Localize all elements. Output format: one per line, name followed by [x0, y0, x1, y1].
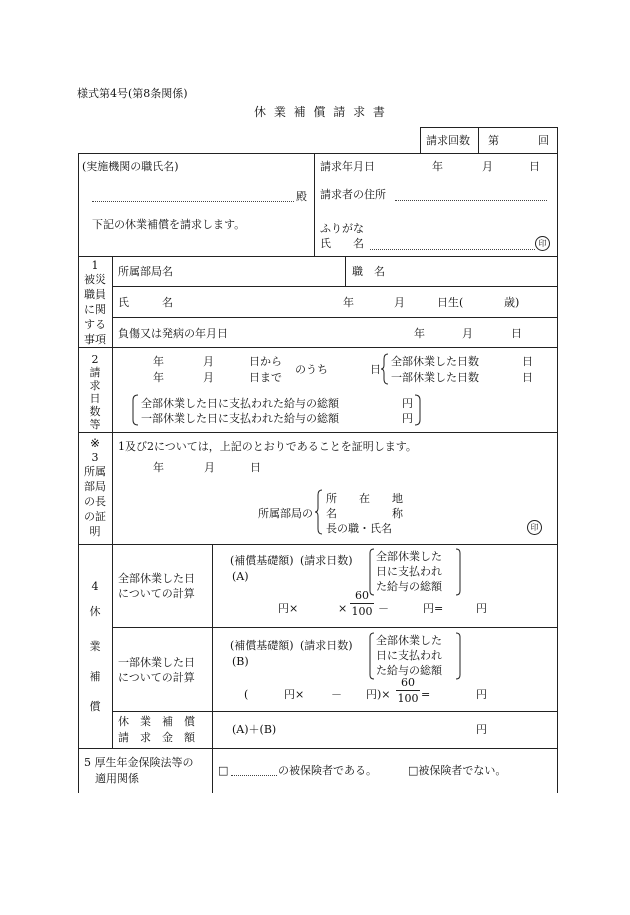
injury-year-label: 年 — [414, 327, 425, 340]
full-note-brace-left — [369, 548, 375, 596]
full-days-label: 全部休業した日数 — [391, 355, 479, 368]
post-label: 職 名 — [352, 265, 385, 278]
request-count-prefix: 第 — [488, 134, 499, 147]
injury-date-label: 負傷又は発病の年月日 — [118, 327, 228, 340]
furigana-label: ふりがな — [320, 222, 364, 235]
partial-fraction — [396, 677, 420, 704]
dept-location-label: 所 在 地 — [326, 492, 403, 505]
partial-note-2: 日に支払われ — [376, 649, 442, 662]
injury-day-label: 日 — [511, 327, 522, 340]
insured-checkbox[interactable]: □ — [218, 764, 229, 777]
partial-note-brace-right — [455, 632, 461, 680]
agency-label: (実施機関の職氏名) — [82, 160, 179, 173]
full-req-days-label: (請求日数) — [300, 554, 353, 567]
partial-days-label: 一部休業した日数 — [391, 371, 479, 384]
partial-note-brace-left — [369, 632, 375, 680]
partial-note-3: た給与の総額 — [376, 664, 442, 677]
total-sum-label: (A)＋(B) — [232, 723, 277, 736]
dono-label: 殿 — [296, 190, 307, 203]
full-pay-label: 全部休業した日に支払われた給与の総額 — [141, 397, 339, 410]
full-calc-label-1: 全部休業した日 — [118, 572, 195, 585]
partial-yen-times: 円× — [284, 688, 305, 701]
request-date-label: 請求年月日 — [320, 160, 375, 173]
dept-label: 所属部局名 — [118, 265, 173, 278]
total-yen: 円 — [476, 723, 487, 736]
days-brace — [381, 353, 389, 385]
sec5-label-1: 5 厚生年金保険法等の — [84, 756, 194, 769]
full-fraction-numerator: 60 — [355, 589, 369, 602]
certification-text: 1及び2については，上記のとおりであることを証明します。 — [118, 440, 417, 453]
total-label-2: 請 求 金 額 — [118, 731, 195, 744]
address-label: 請求者の住所 — [320, 188, 386, 201]
sec5-label-2: 適用関係 — [84, 772, 139, 785]
page-title: 休 業 補 償 請 求 書 — [254, 105, 387, 119]
victim-name-label: 氏 名 — [118, 296, 173, 309]
partial-note-1: 全部休業した — [376, 634, 442, 647]
partial-yen-paren-times: 円)× — [366, 688, 391, 701]
cert-day-label: 日 — [250, 461, 261, 474]
within-day-label: 日 — [370, 363, 381, 376]
request-year-label: 年 — [432, 160, 443, 173]
request-text: 下記の休業補償を請求します。 — [92, 218, 246, 231]
request-month-label: 月 — [482, 160, 493, 173]
period-from-month: 月 — [203, 355, 214, 368]
age-label: 歳) — [504, 296, 520, 309]
dept-head-brace — [315, 489, 323, 535]
full-yen: 円 — [476, 602, 487, 615]
birth-day-label: 日生( — [437, 296, 464, 309]
partial-b-label: (B) — [232, 655, 249, 668]
full-calc-label-2: についての計算 — [118, 587, 195, 600]
partial-eq: = — [421, 688, 431, 701]
address-line[interactable] — [395, 200, 547, 201]
full-note-brace-right — [455, 548, 461, 596]
partial-pay-unit: 円 — [402, 412, 413, 425]
birth-year-label: 年 — [343, 296, 354, 309]
request-count-suffix: 回 — [538, 134, 549, 147]
dept-head-prefix: 所属部局の — [258, 507, 313, 520]
full-minus: － — [378, 602, 389, 615]
partial-pay-label: 一部休業した日に支払われた給与の総額 — [141, 412, 339, 425]
full-days-unit: 日 — [522, 355, 533, 368]
not-insured-option[interactable]: □被保険者でない。 — [408, 764, 507, 777]
request-day-label: 日 — [529, 160, 540, 173]
injury-month-label: 月 — [462, 327, 473, 340]
cert-year-label: 年 — [153, 461, 164, 474]
request-count-label: 請求回数 — [426, 134, 470, 147]
insurance-type-line[interactable] — [231, 775, 277, 776]
full-yen-times: 円× — [278, 602, 299, 615]
full-fraction — [350, 590, 374, 617]
period-to-year: 年 — [153, 371, 164, 384]
full-note-1: 全部休業した — [376, 550, 442, 563]
full-pay-unit: 円 — [402, 397, 413, 410]
full-a-label: (A) — [232, 570, 249, 583]
full-note-2: 日に支払われ — [376, 565, 442, 578]
partial-fraction-numerator: 60 — [401, 676, 415, 689]
full-note-3: た給与の総額 — [376, 580, 442, 593]
period-from-label: 日から — [249, 355, 282, 368]
partial-minus: － — [331, 688, 342, 701]
claimant-name-line[interactable] — [370, 249, 535, 250]
within-label: のうち — [295, 363, 328, 376]
partial-calc-label-2: についての計算 — [118, 671, 195, 684]
partial-days-unit: 日 — [522, 371, 533, 384]
birth-month-label: 月 — [394, 296, 405, 309]
period-to-label: 日まで — [249, 371, 282, 384]
agency-name-line[interactable] — [92, 201, 294, 202]
pay-brace-left — [131, 394, 139, 426]
pay-brace-right — [414, 394, 422, 426]
period-from-year: 年 — [153, 355, 164, 368]
full-fraction-denominator: 100 — [351, 605, 373, 618]
partial-req-days-label: (請求日数) — [300, 639, 353, 652]
partial-base-amount-label: (補償基礎額) — [230, 639, 294, 652]
full-times: × — [338, 602, 348, 615]
claimant-seal: 印 — [535, 236, 550, 251]
insured-label: の被保険者である。 — [278, 764, 377, 777]
partial-yen: 円 — [476, 688, 487, 701]
dept-name-label: 名 称 — [326, 507, 403, 520]
full-base-amount-label: (補償基礎額) — [230, 554, 294, 567]
partial-fraction-denominator: 100 — [397, 692, 419, 705]
cert-month-label: 月 — [204, 461, 215, 474]
total-label-1: 休 業 補 償 — [118, 715, 195, 728]
claimant-name-label: 氏 名 — [320, 237, 364, 250]
period-to-month: 月 — [203, 371, 214, 384]
form-number: 様式第4号(第8条関係) — [77, 87, 188, 100]
dept-head-name-label: 長の職・氏名 — [326, 522, 392, 535]
partial-open-paren: ( — [244, 688, 249, 701]
partial-calc-label-1: 一部休業した日 — [118, 656, 195, 669]
dept-head-seal: 印 — [527, 520, 542, 535]
full-yen-eq: 円= — [423, 602, 444, 615]
